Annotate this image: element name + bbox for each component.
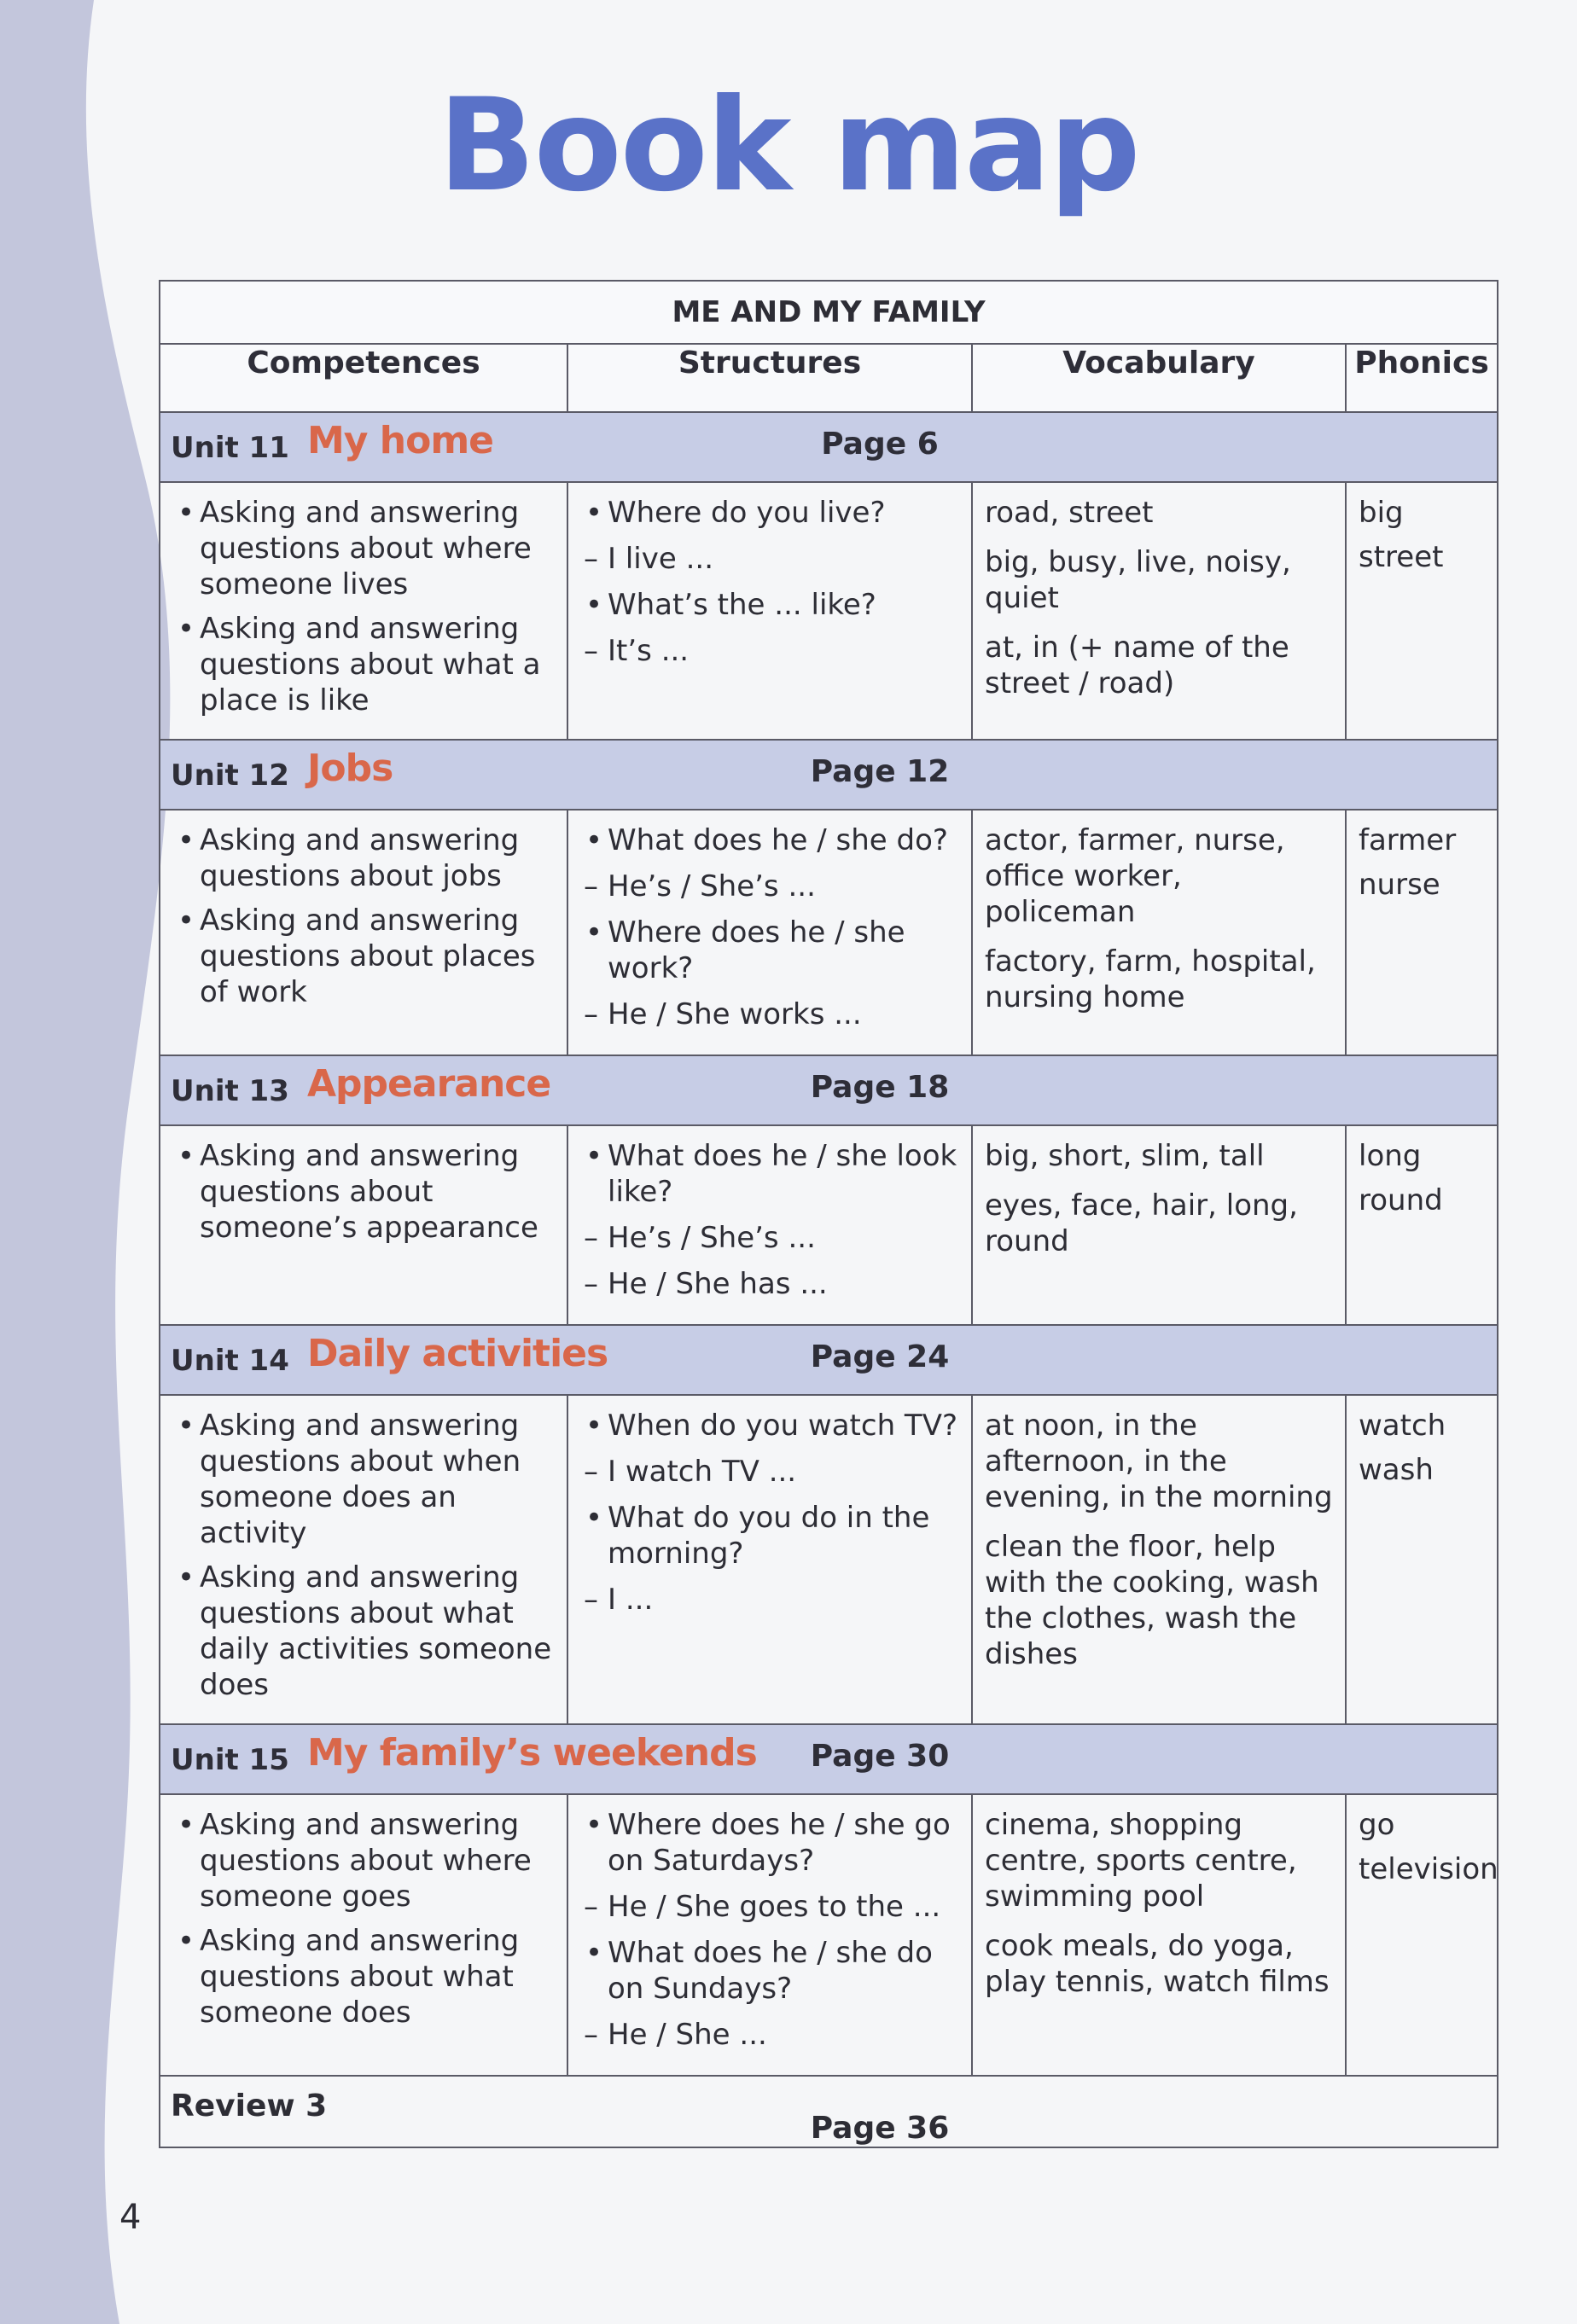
vocabulary-cell bbox=[972, 810, 1346, 1055]
page-title: Book map bbox=[438, 72, 1139, 220]
unit-header-row bbox=[160, 1325, 1498, 1395]
vocabulary-item: at, in (+ name of the street / road) bbox=[985, 630, 1289, 700]
competence-item: • Asking and answering questions about jobs bbox=[172, 822, 555, 894]
unit-content-row bbox=[160, 1125, 1498, 1325]
structure-item: – He / She ... bbox=[580, 2017, 959, 2053]
competence-item: • Asking and answering questions about when someone does an activity bbox=[172, 1408, 555, 1551]
structure-item: – He / She works ... bbox=[580, 996, 959, 1032]
column-header-row bbox=[160, 344, 1498, 412]
unit-content-row bbox=[160, 1395, 1498, 1724]
vocabulary-item: cook meals, do yoga, play tennis, watch films bbox=[985, 1929, 1330, 1999]
structure-item: • Where does he / she go on Saturdays? bbox=[580, 1807, 959, 1879]
unit-page: Page 30 bbox=[810, 1739, 950, 1774]
phonics-item: television bbox=[1359, 1852, 1498, 1886]
vocabulary-item: clean the floor, help with the cooking, wash the clothes, wash the dishes bbox=[985, 1530, 1319, 1671]
phonics-item: wash bbox=[1359, 1453, 1434, 1487]
column-header-vocabulary: Vocabulary bbox=[972, 344, 1346, 412]
unit-number: Unit 14 bbox=[171, 1344, 289, 1378]
unit-title: My home bbox=[307, 419, 494, 462]
competence-item: • Asking and answering questions about what someone does bbox=[172, 1923, 555, 2031]
structures-cell bbox=[567, 1794, 972, 2076]
competences-cell bbox=[160, 1794, 567, 2076]
unit-header-row bbox=[160, 740, 1498, 810]
structures-cell bbox=[567, 810, 972, 1055]
review-row bbox=[160, 2076, 1498, 2147]
review-page: Page 36 bbox=[810, 2111, 950, 2146]
structure-item: – He’s / She’s ... bbox=[580, 1220, 959, 1256]
structure-item: – It’s ... bbox=[580, 633, 959, 669]
vocabulary-item: big, short, slim, tall bbox=[985, 1139, 1265, 1173]
unit-title: Daily activities bbox=[307, 1332, 608, 1375]
unit-content-row bbox=[160, 810, 1498, 1055]
phonics-item: big bbox=[1359, 496, 1404, 530]
competence-item: • Asking and answering questions about where someone lives bbox=[172, 495, 555, 602]
phonics-item: street bbox=[1359, 540, 1444, 574]
structure-item: • When do you watch TV? bbox=[580, 1408, 959, 1444]
vocabulary-item: big, busy, live, noisy, quiet bbox=[985, 545, 1291, 615]
structure-item: – He / She goes to the ... bbox=[580, 1889, 959, 1925]
phonics-cell bbox=[1346, 810, 1498, 1055]
review-label: Review 3 bbox=[171, 2089, 328, 2124]
phonics-item: long bbox=[1359, 1139, 1422, 1173]
unit-page: Page 24 bbox=[810, 1339, 950, 1374]
competence-item: • Asking and answering questions about what daily activities someone does bbox=[172, 1560, 555, 1703]
unit-page: Page 18 bbox=[810, 1070, 950, 1105]
vocabulary-item: cinema, shopping centre, sports centre, swimming pool bbox=[985, 1808, 1297, 1914]
phonics-cell bbox=[1346, 1125, 1498, 1325]
vocabulary-cell bbox=[972, 1794, 1346, 2076]
unit-number: Unit 12 bbox=[171, 758, 289, 793]
unit-header-row bbox=[160, 1055, 1498, 1125]
structures-cell bbox=[567, 1125, 972, 1325]
vocabulary-item: actor, farmer, nurse, office worker, policeman bbox=[985, 823, 1285, 929]
structure-item: – I ... bbox=[580, 1582, 959, 1618]
unit-content-row bbox=[160, 1794, 1498, 2076]
vocabulary-item: factory, farm, hospital, nursing home bbox=[985, 944, 1316, 1014]
competences-cell bbox=[160, 1395, 567, 1724]
structure-item: – I live ... bbox=[580, 541, 959, 577]
vocabulary-item: at noon, in the afternoon, in the evening, in the morning bbox=[985, 1409, 1333, 1514]
column-header-competences: Competences bbox=[160, 344, 567, 412]
competences-cell bbox=[160, 810, 567, 1055]
competences-cell bbox=[160, 1125, 567, 1325]
structure-item: • What’s the ... like? bbox=[580, 587, 959, 623]
unit-header-row bbox=[160, 412, 1498, 482]
vocabulary-item: eyes, face, hair, long, round bbox=[985, 1188, 1298, 1258]
competence-item: • Asking and answering questions about someone’s appearance bbox=[172, 1138, 555, 1246]
unit-page: Page 6 bbox=[821, 427, 939, 462]
phonics-item: go bbox=[1359, 1808, 1395, 1842]
phonics-item: farmer bbox=[1359, 823, 1457, 857]
phonics-cell bbox=[1346, 1794, 1498, 2076]
vocabulary-cell bbox=[972, 482, 1346, 740]
structure-item: • Where do you live? bbox=[580, 495, 959, 531]
competence-item: • Asking and answering questions about places of work bbox=[172, 903, 555, 1010]
competence-item: • Asking and answering questions about what a place is like bbox=[172, 611, 555, 718]
column-header-phonics: Phonics bbox=[1346, 344, 1498, 412]
phonics-cell bbox=[1346, 1395, 1498, 1724]
unit-number: Unit 11 bbox=[171, 431, 289, 465]
page-number: 4 bbox=[119, 2198, 142, 2237]
vocabulary-cell bbox=[972, 1125, 1346, 1325]
structure-item: • What does he / she do on Sundays? bbox=[580, 1935, 959, 2007]
structure-item: • What do you do in the morning? bbox=[580, 1500, 959, 1572]
theme-heading: ME AND MY FAMILY bbox=[160, 281, 1498, 344]
structure-item: • What does he / she do? bbox=[580, 822, 959, 858]
structure-item: • Where does he / she work? bbox=[580, 915, 959, 986]
unit-number: Unit 15 bbox=[171, 1743, 289, 1777]
structure-item: – He’s / She’s ... bbox=[580, 869, 959, 904]
structure-item: • What does he / she look like? bbox=[580, 1138, 959, 1210]
vocabulary-cell bbox=[972, 1395, 1346, 1724]
column-header-structures: Structures bbox=[567, 344, 972, 412]
competences-cell bbox=[160, 482, 567, 740]
unit-title: My family’s weekends bbox=[307, 1731, 757, 1775]
unit-title: Appearance bbox=[307, 1062, 551, 1106]
phonics-item: round bbox=[1359, 1183, 1443, 1217]
structures-cell bbox=[567, 482, 972, 740]
unit-number: Unit 13 bbox=[171, 1074, 289, 1108]
phonics-item: watch bbox=[1359, 1409, 1446, 1443]
unit-page: Page 12 bbox=[810, 754, 950, 789]
phonics-cell bbox=[1346, 482, 1498, 740]
unit-content-row bbox=[160, 482, 1498, 740]
units-body bbox=[160, 412, 1498, 2076]
structure-item: – I watch TV ... bbox=[580, 1454, 959, 1490]
competence-item: • Asking and answering questions about where someone goes bbox=[172, 1807, 555, 1914]
unit-header-row bbox=[160, 1724, 1498, 1794]
unit-title: Jobs bbox=[307, 747, 393, 790]
structures-cell bbox=[567, 1395, 972, 1724]
book-map-table bbox=[159, 280, 1498, 2148]
structure-item: – He / She has ... bbox=[580, 1266, 959, 1302]
phonics-item: nurse bbox=[1359, 868, 1440, 902]
vocabulary-item: road, street bbox=[985, 496, 1154, 530]
